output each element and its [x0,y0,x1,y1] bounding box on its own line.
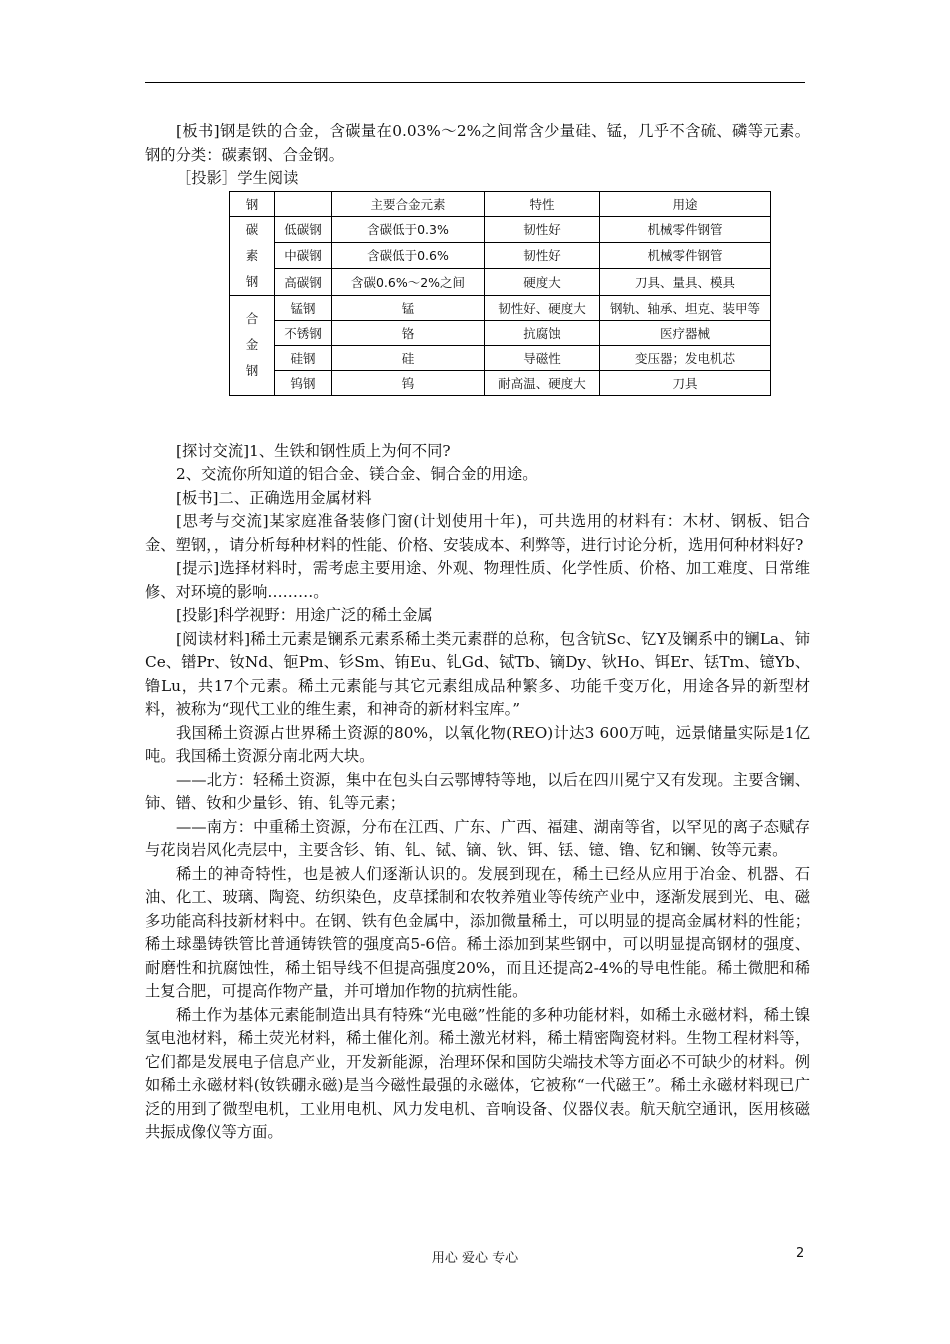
table-header-cell: 主要合金元素 [332,191,485,216]
table-cell: 刀具、量具、模具 [600,269,771,295]
table-row [230,269,771,295]
paragraph-thinking: [思考与交流]某家庭准备装修门窗(计划使用十年)，可共选用的材料有：木材、钢板、铝合金、塑钢，，请分析每种材料的性能、价格、安装成本、利弊等，进行讨论分析，选用何种材料好? [145,512,810,554]
table-cell: 含碳低于0.3% [332,216,485,242]
table-cell: 抗腐蚀 [485,320,600,345]
table-cell: 刀具 [600,370,771,395]
table-cell: 中碳钢 [275,242,332,268]
table-header-cell: 特性 [485,191,600,216]
table-cell: 机械零件钢管 [600,216,771,242]
table-row [230,242,771,268]
table-cell: 钨钢 [275,370,332,395]
table-cell: 低碳钢 [275,216,332,242]
paragraph-discussion: [探讨交流]1、生铁和钢性质上为何不同? [176,441,451,460]
paragraph-projection-science: [投影]科学视野：用途广泛的稀土金属 [176,606,433,624]
table-header-row [230,191,771,216]
table-cell: 锰 [332,295,485,320]
paragraph-board-section2: [板书]二、正确选用金属材料 [176,488,372,507]
table-cell: 机械零件钢管 [600,242,771,268]
table-cell: 含碳0.6%～2%之间 [332,269,485,295]
table-cell: 含碳低于0.6% [332,242,485,268]
paragraph-reading-material: [阅读材料]稀土元素是镧系元素系稀土类元素群的总称，包含钪Sc、钇Y及镧系中的镧La、铈Ce、镨Pr、钕Nd、钷Pm、钐Sm、铕Eu、钆Gd、铽Tb、镝Dy、钬Ho、铒Er、铥Tm、镱Yb、镥Lu，共17个元素。稀土元素能与其它元素组成品种繁多、功能千变万化，用途各异的新型材料，被称为“现代工业的维生素，和神奇的新材料宝库。” [145,629,810,718]
table-cell: 钢轨、轴承、坦克、装甲等 [600,295,771,320]
table-cell: 韧性好、硬度大 [485,295,600,320]
paragraph-resources: 我国稀土资源占世界稀土资源的80%，以氧化物(REO)计达3 600万吨，远景储量实际是1亿吨。我国稀土资源分南北两大块。 [145,723,810,765]
paragraph-hint: [提示]选择材料时，需考虑主要用途、外观、物理性质、化学性质、价格、加工难度、日常维修、对环境的影响………。 [145,559,810,601]
group-alloy-steel: 合 金 钢 [230,295,275,395]
table-header-cell: 钢 [230,191,275,216]
table-cell: 韧性好 [485,216,600,242]
paragraph-functional-materials: 稀土作为基体元素能制造出具有特殊“光电磁”性能的多种功能材料，如稀土永磁材料，稀土镍氢电池材料，稀土荧光材料，稀土催化剂。稀土激光材料，稀土精密陶瓷材料。生物工程材料等，它们都是发展电子信息产业，开发新能源，治理环保和国防尖端技术等方面必不可缺少的材料。例如稀土永磁材料(钕铁硼永磁)是当今磁性最强的永磁体，它被称“一代磁王”。稀土永磁材料现已广泛的用到了微型电机，工业用电机、风力发电机、音响设备、仪器仪表。航天航空通讯，医用核磁共振成像仪等方面。 [145,1005,810,1141]
paragraph-south: ——南方：中重稀土资源，分布在江西、广东、广西、福建、湖南等省，以罕见的离子态赋存与花岗岩风化壳层中，主要含钐、铕、钆、铽、镝、钬、铒、铥、镱、镥、钇和镧、钕等元素。 [145,817,810,859]
page-content [145,120,810,1145]
table-row [230,370,771,395]
paragraph-board-steel: [板书]钢是铁的合金，含碳量在0.03%～2%之间常含少量硅、锰，几乎不含硫、磷等元素。钢的分类：碳素钢、合金钢。 [145,122,810,164]
table-cell: 硅钢 [275,345,332,370]
table-header-cell: 用途 [600,191,771,216]
table-cell: 医疗器械 [600,320,771,345]
steel-table-wrapper [229,191,810,396]
table-cell: 变压器；发电机芯 [600,345,771,370]
table-cell: 硅 [332,345,485,370]
table-cell: 导磁性 [485,345,600,370]
table-cell: 耐高温、硬度大 [485,370,600,395]
paragraph-exchange: 2、交流你所知道的铝合金、镁合金、铜合金的用途。 [176,465,538,483]
table-row [230,295,771,320]
table-row [230,345,771,370]
header-rule [145,82,805,83]
table-cell: 钨 [332,370,485,395]
steel-classification-table [229,191,771,396]
table-cell: 铬 [332,320,485,345]
table-cell: 硬度大 [485,269,600,295]
table-cell: 不锈钢 [275,320,332,345]
table-cell: 高碳钢 [275,269,332,295]
table-cell: 韧性好 [485,242,600,268]
footer-motto: 用心 爱心 专心 [431,1251,519,1266]
group-carbon-steel: 碳 素 钢 [230,216,275,295]
table-header-cell [275,191,332,216]
table-row [230,320,771,345]
spacer [145,396,810,440]
table-row [230,216,771,242]
paragraph-projection-reading: ［投影］学生阅读 [176,169,299,187]
paragraph-north: ——北方：轻稀土资源，集中在包头白云鄂博特等地，以后在四川冕宁又有发现。主要含镧、铈、镨、钕和少量钐、铕、钆等元素； [145,770,810,812]
table-cell: 锰钢 [275,295,332,320]
page-number: 2 [796,1246,805,1261]
paragraph-properties: 稀土的神奇特性，也是被人们逐渐认识的。发展到现在，稀土已经从应用于冶金、机器、石油、化工、玻璃、陶瓷、纺织染色，皮草揉制和农牧养殖业等传统产业中，逐渐发展到光、电、磁多功能高科技新材料中。在钢、铁有色金属中，添加微量稀土，可以明显的提高金属材料的性能；稀土球墨铸铁管比普通铸铁管的强度高5-6倍。稀土添加到某些钢中，可以明显提高钢材的强度、耐磨性和抗腐蚀性，稀土铝导线不但提高强度20%，而且还提高2-4%的导电性能。稀土微肥和稀土复合肥，可提高作物产量，并可增加作物的抗病性能。 [145,864,810,1000]
